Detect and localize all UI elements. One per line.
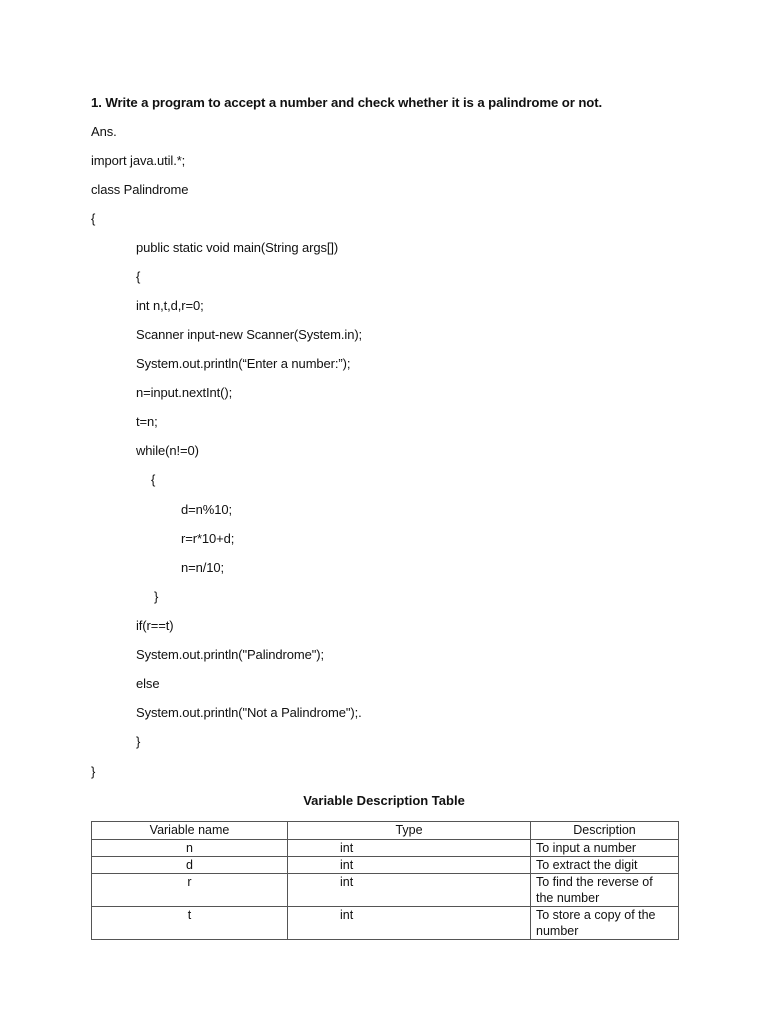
- cell-variable-name: d: [92, 857, 288, 874]
- code-line: if(r==t): [136, 618, 174, 633]
- variable-description-table: [91, 821, 679, 940]
- cell-type: int: [288, 840, 531, 857]
- code-line: {: [91, 211, 96, 226]
- code-line: while(n!=0): [136, 443, 199, 458]
- code-line: class Palindrome: [91, 182, 189, 197]
- table-row: [92, 857, 679, 874]
- cell-description: To input a number: [531, 840, 679, 857]
- code-line: else: [136, 676, 160, 691]
- cell-variable-name: t: [92, 907, 288, 940]
- cell-type: int: [288, 857, 531, 874]
- cell-variable-name: n: [92, 840, 288, 857]
- table-row: [92, 907, 679, 940]
- cell-variable-name: r: [92, 874, 288, 907]
- code-line: {: [151, 472, 156, 487]
- code-line: System.out.println("Not a Palindrome");.: [136, 705, 362, 720]
- column-header-variable-name: Variable name: [92, 822, 288, 840]
- table-header-row: [92, 822, 679, 840]
- code-line: }: [136, 734, 141, 749]
- code-line: t=n;: [136, 414, 158, 429]
- table-row: [92, 874, 679, 907]
- code-line: public static void main(String args[]): [136, 240, 339, 255]
- cell-type: int: [288, 874, 531, 907]
- code-line: import java.util.*;: [91, 153, 186, 168]
- code-line: }: [154, 589, 159, 604]
- code-line: Scanner input-new Scanner(System.in);: [136, 327, 363, 342]
- answer-label: Ans.: [91, 124, 117, 139]
- code-line: System.out.println(“Enter a number:”);: [136, 356, 351, 371]
- table-row: [92, 840, 679, 857]
- code-line: n=n/10;: [181, 560, 225, 575]
- cell-description: To find the reverse of the number: [531, 874, 679, 907]
- code-line: d=n%10;: [181, 502, 232, 517]
- column-header-description: Description: [531, 822, 679, 840]
- cell-description: To store a copy of the number: [531, 907, 679, 940]
- code-line: {: [136, 269, 141, 284]
- cell-type: int: [288, 907, 531, 940]
- code-line: System.out.println("Palindrome");: [136, 647, 324, 662]
- cell-description: To extract the digit: [531, 857, 679, 874]
- column-header-type: Type: [288, 822, 531, 840]
- code-line: n=input.nextInt();: [136, 385, 233, 400]
- code-line: int n,t,d,r=0;: [136, 298, 204, 313]
- table-title: Variable Description Table: [303, 793, 465, 808]
- code-line: }: [91, 764, 96, 779]
- question-heading: 1. Write a program to accept a number and check whether it is a palindrome or not.: [91, 95, 603, 110]
- code-line: r=r*10+d;: [181, 531, 235, 546]
